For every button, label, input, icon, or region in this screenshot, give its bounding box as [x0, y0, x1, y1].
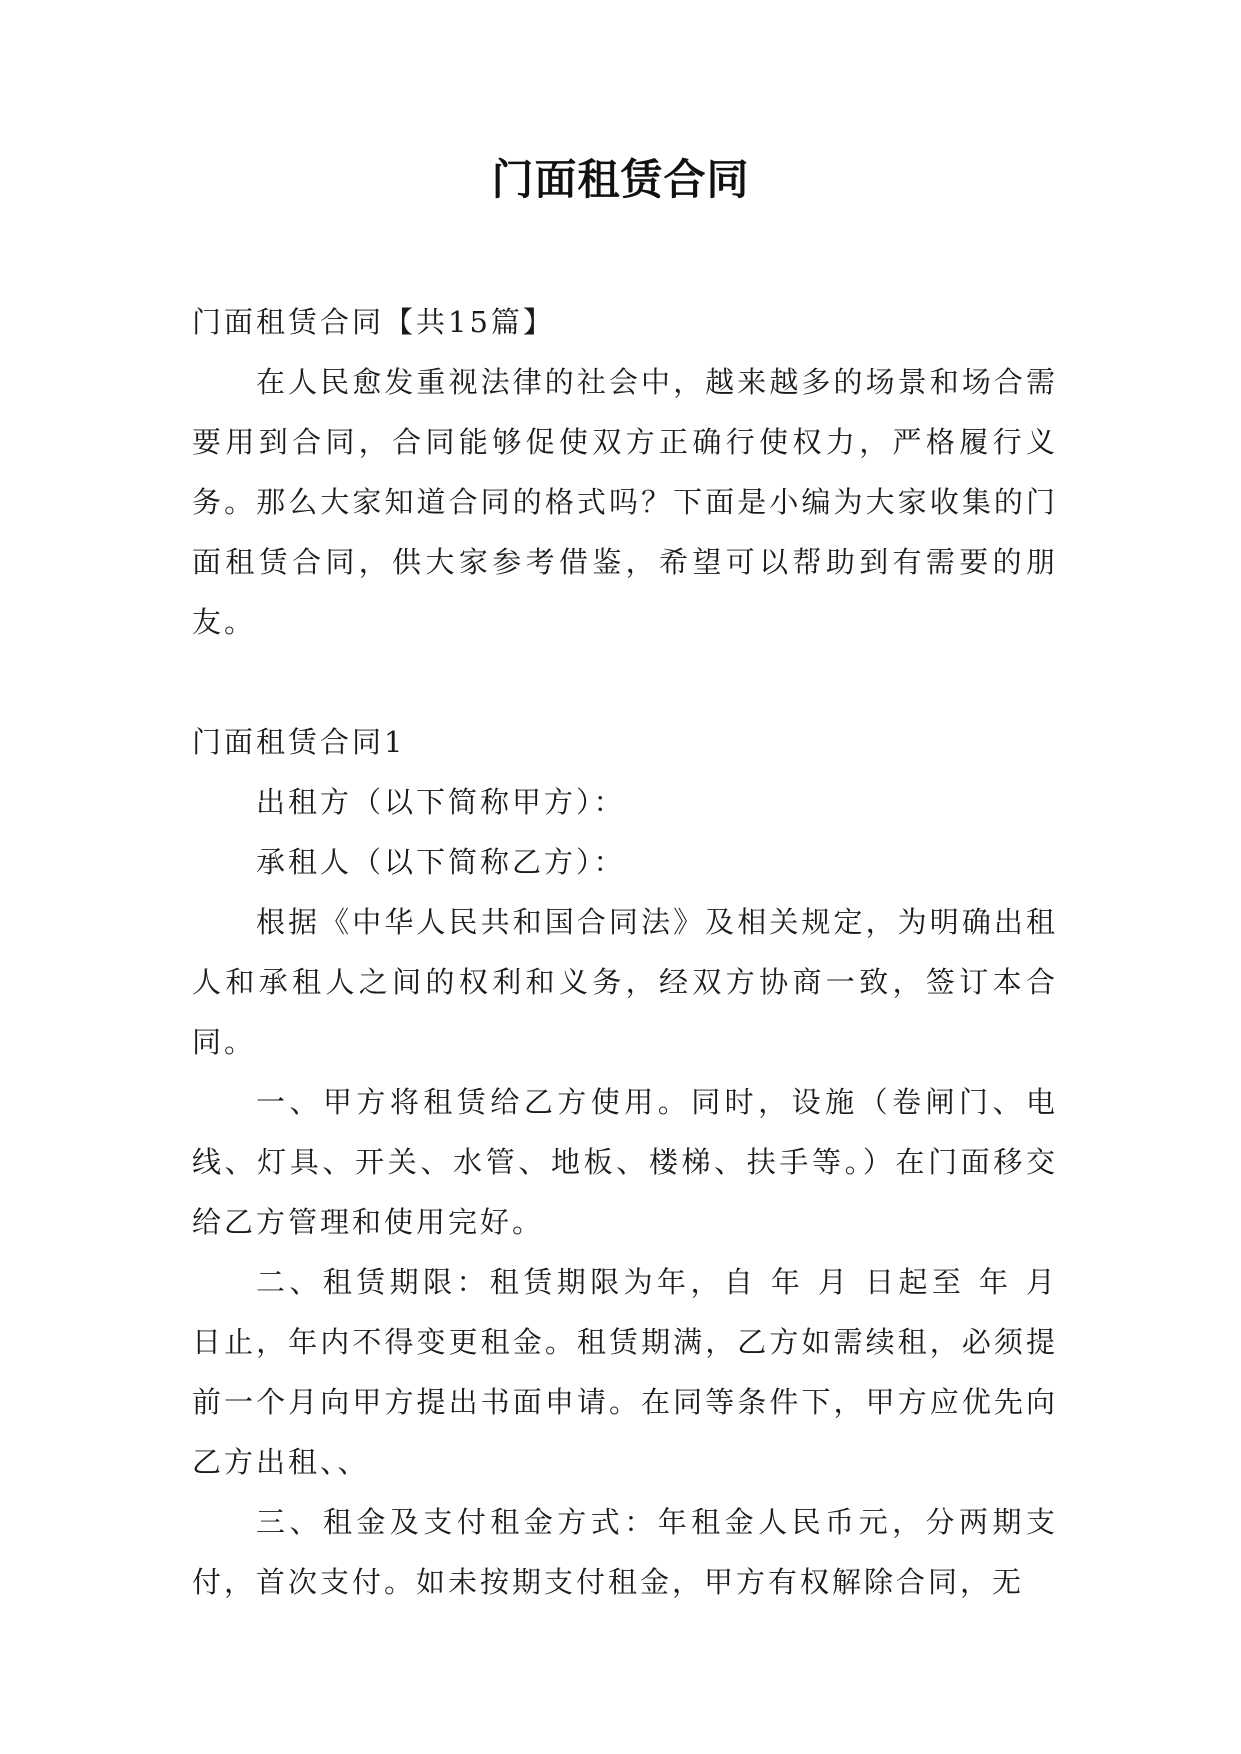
- clause-1: 一、甲方将租赁给乙方使用。同时，设施（卷闸门、电线、灯具、开关、水管、地板、楼梯、扶手等。）在门面移交给乙方管理和使用完好。: [192, 1085, 1058, 1239]
- document-title: 门面租赁合同: [491, 155, 750, 204]
- clause-3: 三、租金及支付租金方式：年租金人民币元，分两期支付，首次支付。如未按期支付租金，甲方有权解除合同，无: [192, 1505, 1058, 1599]
- lessee-line: 承租人（以下简称乙方）：: [256, 845, 626, 879]
- lessor-line: 出租方（以下简称甲方）：: [256, 785, 626, 819]
- preamble-paragraph: 根据《中华人民共和国合同法》及相关规定，为明确出租人和承租人之间的权利和义务，经双方协商一致，签订本合同。: [192, 905, 1058, 1059]
- intro-paragraph: 在人民愈发重视法律的社会中，越来越多的场景和场合需要用到合同，合同能够促使双方正确行使权力，严格履行义务。那么大家知道合同的格式吗？下面是小编为大家收集的门面租赁合同，供大家参考借鉴，希望可以帮助到有需要的朋友。: [192, 365, 1058, 639]
- section-heading: 门面租赁合同1: [192, 725, 406, 759]
- collection-heading: 门面租赁合同【共15篇】: [192, 305, 555, 339]
- document-body: [192, 292, 1058, 1612]
- clause-2: 二、租赁期限：租赁期限为年，自 年 月 日起至 年 月 日止，年内不得变更租金。租赁期满，乙方如需续租，必须提前一个月向甲方提出书面申请。在同等条件下，甲方应优先向乙方出租、、: [192, 1265, 1058, 1479]
- paragraph-gap: [192, 652, 1058, 712]
